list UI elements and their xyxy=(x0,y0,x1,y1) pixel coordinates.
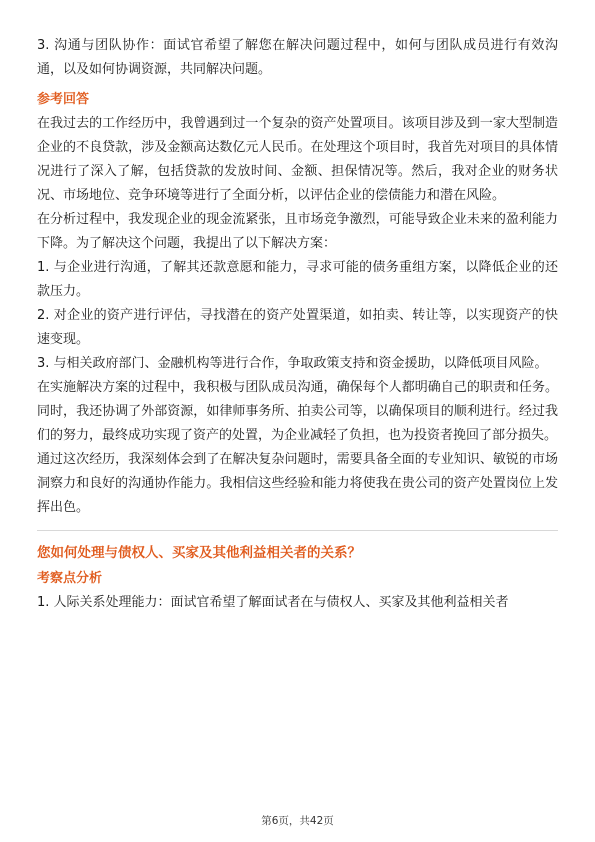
intro-point-3: 3. 沟通与团队协作：面试官希望了解您在解决问题过程中，如何与团队成员进行有效沟通，以及如何协调资源，共同解决问题。 xyxy=(37,38,558,77)
reference-answer-heading: 参考回答 xyxy=(37,92,90,107)
answer-paragraph-2: 在分析过程中，我发现企业的现金流紧张，且市场竞争激烈，可能导致企业未来的盈利能力下降。为了解决这个问题，我提出了以下解决方案： xyxy=(37,212,558,251)
answer-solution-1: 1. 与企业进行沟通，了解其还款意愿和能力，寻求可能的债务重组方案，以降低企业的还款压力。 xyxy=(37,260,558,299)
next-question-title: 您如何处理与债权人、买家及其他利益相关者的关系？ xyxy=(37,545,361,561)
document-body xyxy=(37,34,558,615)
section-divider xyxy=(37,530,558,531)
answer-solution-3: 3. 与相关政府部门、金融机构等进行合作，争取政策支持和资金援助，以降低项目风险。 xyxy=(37,356,548,371)
answer-paragraph-3: 在实施解决方案的过程中，我积极与团队成员沟通，确保每个人都明确自己的职责和任务。同时，我还协调了外部资源，如律师事务所、拍卖公司等，以确保项目的顺利进行。经过我们的努力，最终成功实现了资产的处置，为企业减轻了负担，也为投资者挽回了部分损失。 xyxy=(37,380,558,443)
answer-solution-2: 2. 对企业的资产进行评估，寻找潜在的资产处置渠道，如拍卖、转让等，以实现资产的快速变现。 xyxy=(37,308,558,347)
analysis-heading: 考察点分析 xyxy=(37,571,103,586)
answer-paragraph-1: 在我过去的工作经历中，我曾遇到过一个复杂的资产处置项目。该项目涉及到一家大型制造企业的不良贷款，涉及金额高达数亿元人民币。在处理这个项目时，我首先对项目的具体情况进行了深入了解，包括贷款的发放时间、金额、担保情况等。然后，我对企业的财务状况、市场地位、竞争环境等进行了全面分析，以评估企业的偿债能力和潜在风险。 xyxy=(37,116,558,203)
analysis-point-1: 1. 人际关系处理能力：面试官希望了解面试者在与债权人、买家及其他利益相关者 xyxy=(37,595,509,610)
answer-paragraph-4: 通过这次经历，我深刻体会到了在解决复杂问题时，需要具备全面的专业知识、敏锐的市场洞察力和良好的沟通协作能力。我相信这些经验和能力将使我在贵公司的资产处置岗位上发挥出色。 xyxy=(37,452,558,515)
page-number: 第6页，共42页 xyxy=(261,815,334,827)
